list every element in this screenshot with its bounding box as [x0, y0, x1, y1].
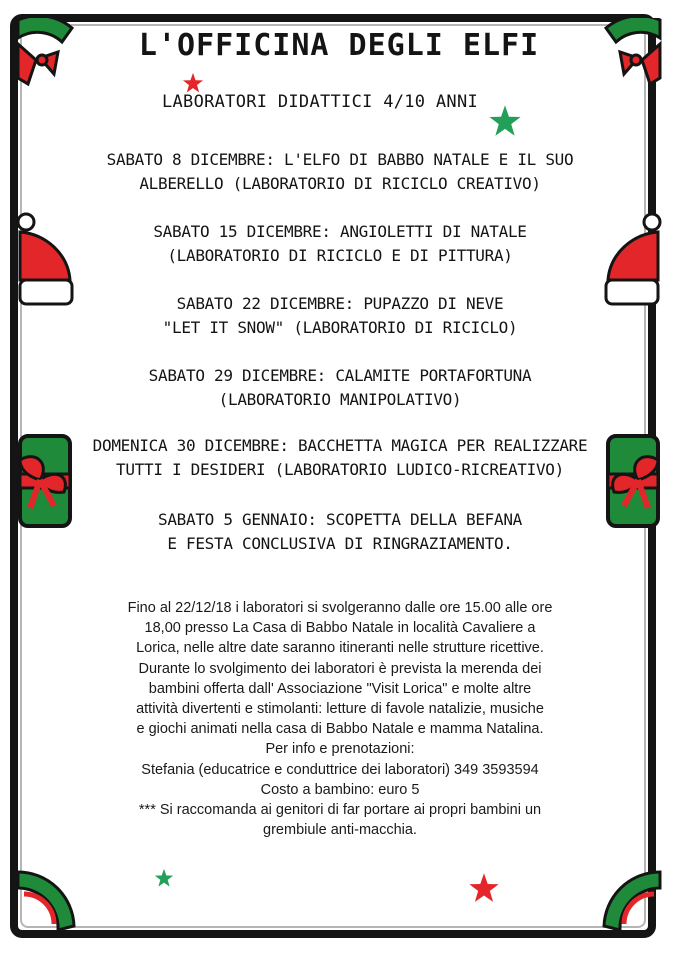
event-item [60, 508, 620, 556]
event-line: SABATO 5 GENNAIO: SCOPETTA DELLA BEFANA [158, 510, 522, 529]
event-item [60, 220, 620, 268]
event-line: TUTTI I DESIDERI (LABORATORIO LUDICO-RICREATIVO) [116, 460, 564, 479]
info-line: Stefania (educatrice e conduttrice dei laboratori) 349 3593594 [141, 761, 539, 778]
event-item [60, 364, 620, 412]
info-line: Fino al 22/12/18 i laboratori si svolgeranno dalle ore 15.00 alle ore [127, 600, 553, 616]
info-line: Lorica, nelle altre date saranno itineranti nelle strutture ricettive. [136, 640, 544, 657]
info-line: Costo a bambino: euro 5 [260, 781, 420, 798]
info-line: Per info e prenotazioni: [265, 741, 415, 758]
event-line: SABATO 15 DICEMBRE: ANGIOLETTI DI NATALE [153, 222, 527, 241]
star-icon [154, 868, 174, 888]
info-line: grembiule anti-macchia. [263, 822, 417, 839]
event-line: ALBERELLO (LABORATORIO DI RICICLO CREATIVO) [139, 174, 541, 193]
info-paragraph [70, 598, 610, 840]
info-line: *** Si raccomanda ai genitori di far portare ai propri bambini un [138, 802, 542, 819]
event-line: "LET IT SNOW" (LABORATORIO DI RICICLO) [162, 318, 518, 337]
info-line: e giochi animati nella casa di Babbo Natale e mamma Natalina. [136, 721, 544, 738]
star-icon [182, 72, 204, 94]
event-line: (LABORATORIO MANIPOLATIVO) [218, 390, 462, 409]
info-line: bambini offerta dall' Associazione "Visit Lorica" e molte altre [148, 680, 532, 697]
star-icon [468, 872, 500, 904]
event-item [60, 434, 620, 482]
event-line: E FESTA CONCLUSIVA DI RINGRAZIAMENTO. [167, 534, 513, 553]
info-line: Durante lo svolgimento dei laboratori è prevista la merenda dei [138, 660, 542, 677]
event-line: SABATO 22 DICEMBRE: PUPAZZO DI NEVE [176, 294, 504, 313]
wreath-icon [600, 864, 664, 938]
flyer-title: L'OFFICINA DEGLI ELFI [138, 28, 540, 63]
event-line: SABATO 8 DICEMBRE: L'ELFO DI BABBO NATALE E IL SUO [106, 150, 574, 169]
event-item [60, 148, 620, 196]
flyer-subtitle: LABORATORI DIDATTICI 4/10 ANNI [161, 92, 479, 112]
info-line: attività divertenti e stimolanti: letture di favole natalizie, musiche [136, 701, 544, 718]
event-line: (LABORATORIO DI RICICLO E DI PITTURA) [167, 246, 513, 265]
wreath-icon [14, 864, 78, 938]
info-line: 18,00 presso La Casa di Babbo Natale in località Cavaliere a [144, 620, 536, 637]
event-line: SABATO 29 DICEMBRE: CALAMITE PORTAFORTUNA [148, 366, 532, 385]
event-item [60, 292, 620, 340]
event-line: DOMENICA 30 DICEMBRE: BACCHETTA MAGICA PER REALIZZARE [92, 436, 588, 455]
